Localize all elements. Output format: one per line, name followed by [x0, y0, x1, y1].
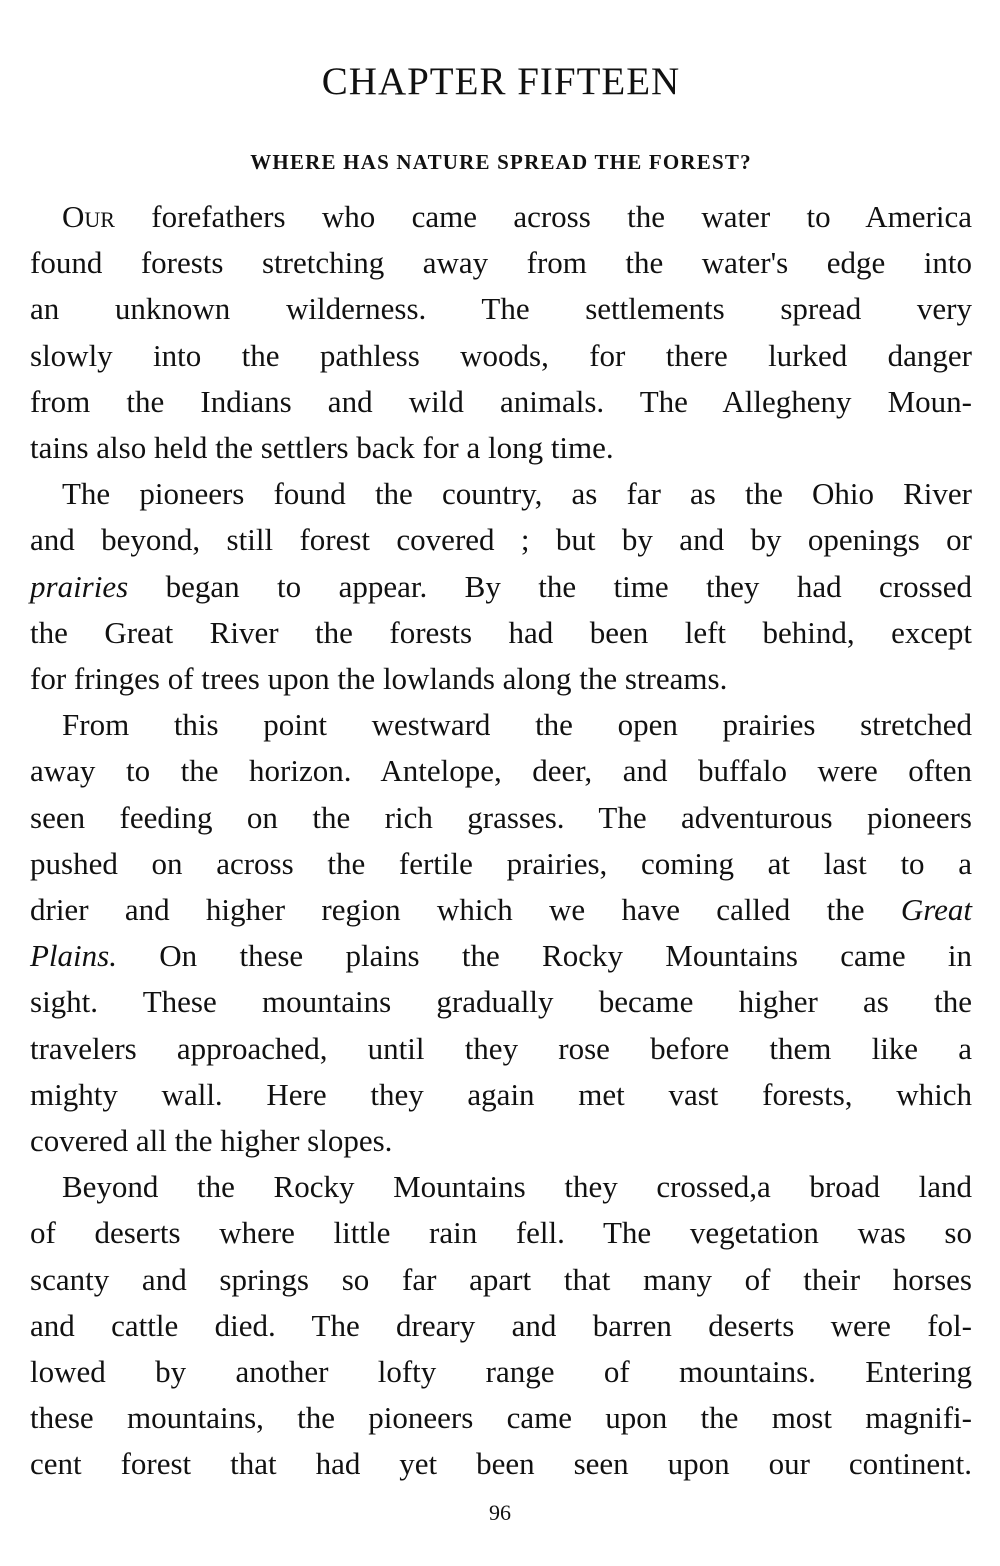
- text-line: Beyond the Rocky Mountains they crossed,a broad land: [62, 1169, 972, 1205]
- paragraph-3: [30, 702, 972, 1164]
- text-line: from the Indians and wild animals. The Allegheny Moun-: [30, 383, 972, 419]
- text-line: mighty wall. Here they again met vast forests, which: [30, 1076, 972, 1112]
- drop-word: Our: [62, 199, 115, 234]
- text-line: found forests stretching away from the water's edge into: [30, 245, 972, 281]
- text-line: From this point westward the open prairies stretched: [62, 707, 972, 743]
- paragraph-2: [30, 471, 972, 702]
- book-page: [30, 56, 972, 1488]
- line-rest: On these plains the Rocky Mountains came in: [159, 938, 972, 974]
- line-rest: forefathers who came across the water to America: [151, 199, 973, 234]
- text-line: [30, 887, 972, 933]
- chapter-title: CHAPTER FIFTEEN: [321, 60, 681, 103]
- text-line: and beyond, still forest covered ; but by and by openings or: [30, 522, 972, 558]
- text-line: scanty and springs so far apart that many of their horses: [30, 1261, 972, 1297]
- text-line: an unknown wilderness. The settlements spread very: [30, 291, 972, 327]
- paragraph-1: [30, 194, 972, 471]
- line-rest: began to appear. By the time they had crossed: [165, 568, 972, 604]
- text-line: and cattle died. The dreary and barren deserts were fol-: [30, 1307, 972, 1343]
- page-number: 96: [489, 1500, 511, 1525]
- text-line: slowly into the pathless woods, for there lurked danger: [30, 337, 972, 373]
- text-line: tains also held the settlers back for a long time.: [30, 430, 614, 466]
- paragraph-4: [30, 1164, 972, 1487]
- italic-word: prairies: [30, 568, 129, 604]
- text-line: [30, 933, 972, 979]
- text-line: travelers approached, until they rose before them like a: [30, 1030, 972, 1066]
- text-line: away to the horizon. Antelope, deer, and buffalo were often: [30, 753, 972, 789]
- text-line: pushed on across the fertile prairies, coming at last to a: [30, 845, 972, 881]
- text-line: covered all the higher slopes.: [30, 1123, 393, 1159]
- text-line: of deserts where little rain fell. The vegetation was so: [30, 1215, 972, 1251]
- italic-word: Plains.: [30, 938, 117, 974]
- text-line: these mountains, the pioneers came upon the most magnifi-: [30, 1400, 972, 1436]
- italic-word: Great: [900, 892, 973, 928]
- section-heading: WHERE HAS NATURE SPREAD THE FOREST?: [250, 150, 752, 174]
- text-line: [30, 194, 972, 240]
- text-line: seen feeding on the rich grasses. The adventurous pioneers: [30, 799, 972, 835]
- text-line: cent forest that had yet been seen upon our continent.: [30, 1446, 972, 1482]
- line-rest: drier and higher region which we have called the: [30, 892, 865, 928]
- text-line: The pioneers found the country, as far as the Ohio River: [62, 476, 972, 512]
- text-line: [30, 564, 972, 610]
- text-line: sight. These mountains gradually became higher as the: [30, 984, 972, 1020]
- text-line: lowed by another lofty range of mountains. Entering: [30, 1354, 972, 1390]
- text-line: the Great River the forests had been left behind, except: [30, 614, 972, 650]
- text-line: for fringes of trees upon the lowlands along the streams.: [30, 661, 728, 697]
